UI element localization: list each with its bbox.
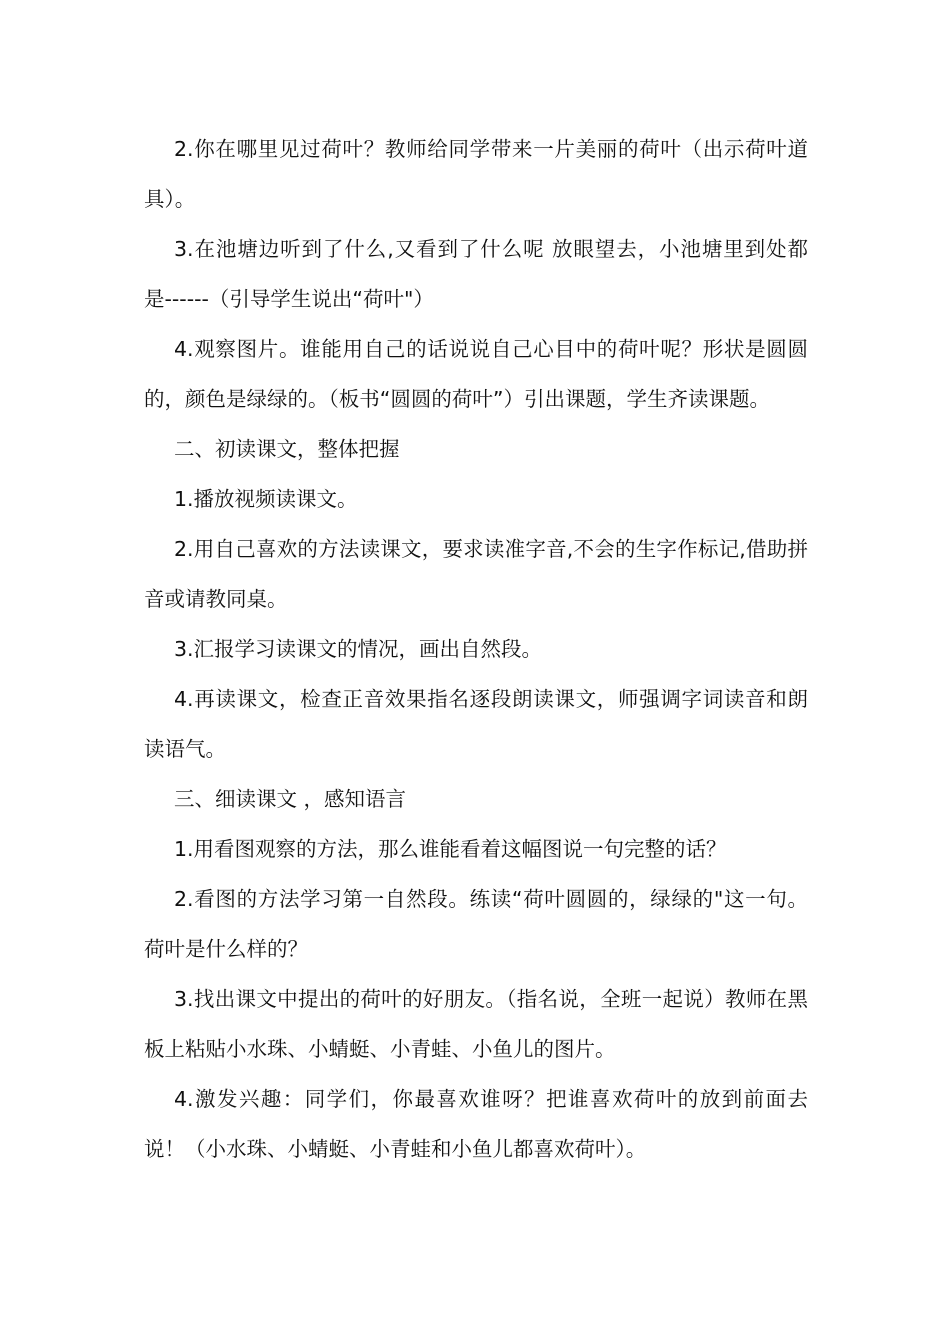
document-body	[144, 124, 808, 1174]
section-heading-close-reading: 三、细读课文 ，感知语言	[174, 787, 407, 811]
paragraph-play-video: 1.播放视频读课文。	[174, 487, 358, 511]
paragraph-picture-sentence: 1.用看图观察的方法，那么谁能看着这幅图说一句完整的话？	[174, 837, 727, 861]
paragraph-report-reading: 3.汇报学习读课文的情况，画出自然段。	[174, 637, 543, 661]
paragraph-question-lotus-leaf: 2.你在哪里见过荷叶？教师给同学带来一片美丽的荷叶（出示荷叶道具）。	[144, 137, 808, 211]
paragraph-reread-check: 4.再读课文，检查正音效果指名逐段朗读课文，师强调字词读音和朗读语气。	[144, 687, 808, 761]
paragraph-lotus-friends: 3.找出课文中提出的荷叶的好朋友。（指名说，全班一起说）教师在黑板上粘贴小水珠、小蜻蜓、小青蛙、小鱼儿的图片。	[144, 987, 808, 1061]
paragraph-pond-scene: 3.在池塘边听到了什么,又看到了什么呢 放眼望去，小池塘里到处都是------（引导学生说出“荷叶"）	[144, 237, 808, 311]
paragraph-observe-picture: 4.观察图片。谁能用自己的话说说自己心目中的荷叶呢？形状是圆圆的，颜色是绿绿的。（板书“圆圆的荷叶”）引出课题，学生齐读课题。	[144, 337, 808, 411]
paragraph-read-own-way: 2.用自己喜欢的方法读课文，要求读准字音,不会的生字作标记,借助拼音或请教同桌。	[144, 537, 808, 611]
section-heading-first-reading: 二、初读课文，整体把握	[174, 437, 400, 461]
paragraph-spark-interest: 4.激发兴趣：同学们，你最喜欢谁呀？把谁喜欢荷叶的放到前面去说！（小水珠、小蜻蜓、小青蛙和小鱼儿都喜欢荷叶）。	[144, 1087, 808, 1161]
paragraph-first-natural-section: 2.看图的方法学习第一自然段。练读“荷叶圆圆的，绿绿的"这一句。荷叶是什么样的？	[144, 887, 808, 961]
